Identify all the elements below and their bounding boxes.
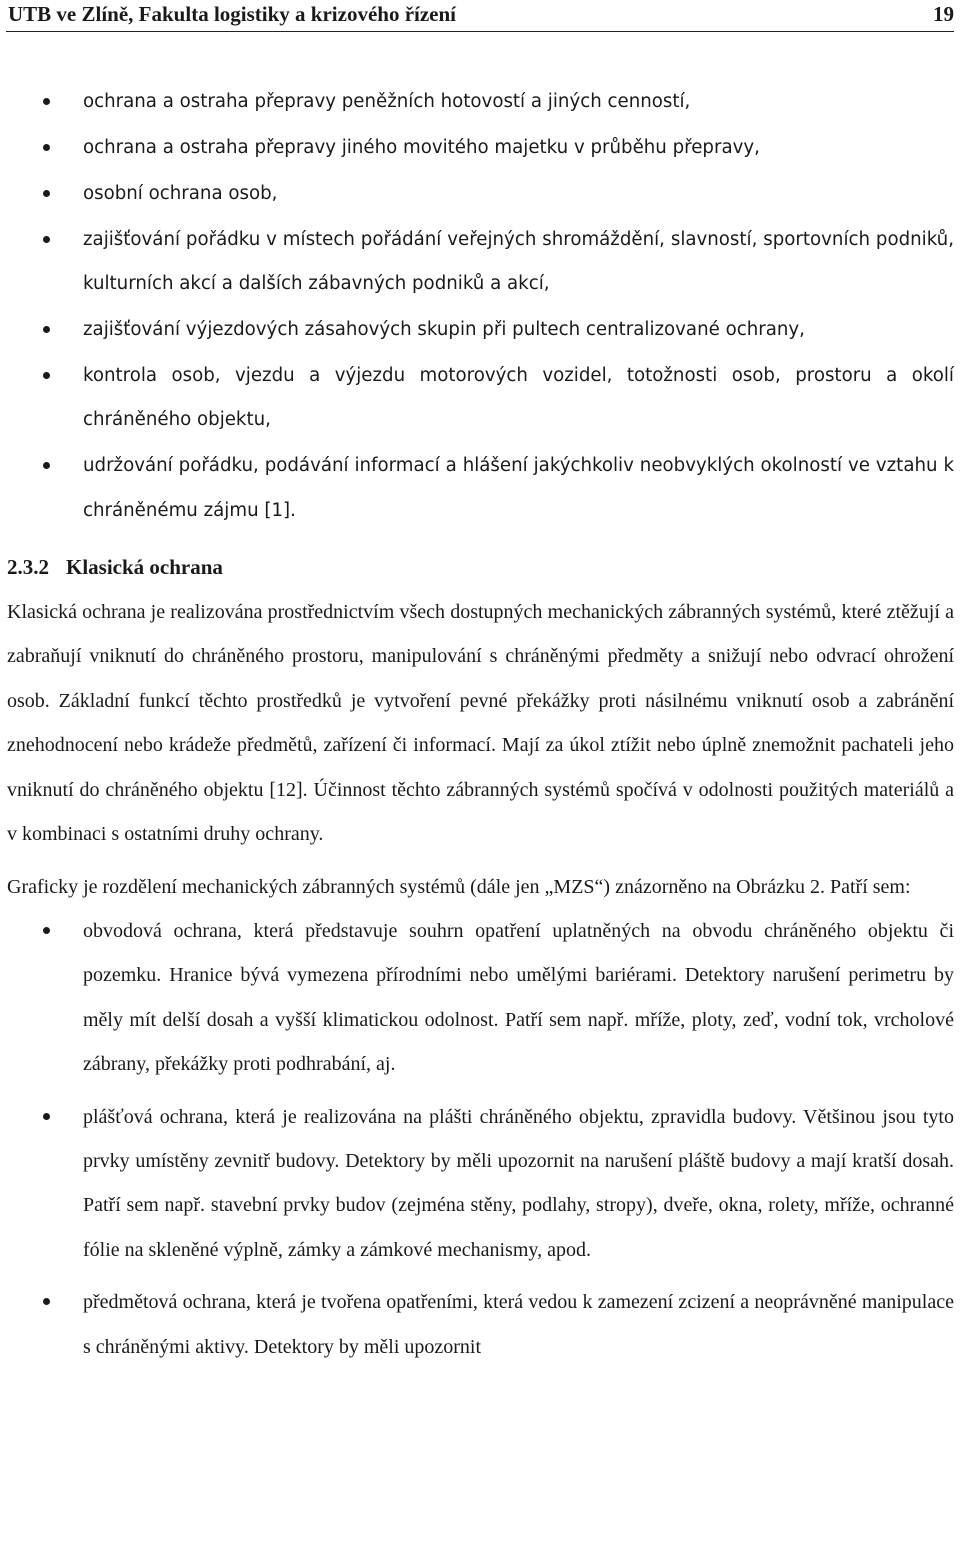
list-item: zajišťování pořádku v místech pořádání veřejných shromáždění, slavností, sportovních podniků, kulturních akcí a dalších zábavných podniků a akcí, <box>7 218 954 307</box>
list-item: obvodová ochrana, která představuje souhrn opatření uplatněných na obvodu chráněného objektu či pozemku. Hranice bývá vymezena přírodními nebo umělými bariérami. Detektory narušení perimetru by měly mít delší dosah a vyšší klimatickou odolnost. Patří sem např. mříže, ploty, zeď, vodní tok, vrcholové zábrany, překážky proti podhrabání, aj. <box>7 909 954 1087</box>
protection-types-list <box>7 909 954 1369</box>
list-item: ochrana a ostraha přepravy jiného movitého majetku v průběhu přepravy, <box>7 126 954 170</box>
list-item: ochrana a ostraha přepravy peněžních hotovostí a jiných cenností, <box>7 80 954 124</box>
list-item: předmětová ochrana, která je tvořena opatřeními, která vedou k zamezení zcizení a neoprávněné manipulace s chráněnými aktivy. Detektory by měli upozornit <box>7 1280 954 1369</box>
list-item: udržování pořádku, podávání informací a hlášení jakýchkoliv neobvyklých okolností ve vztahu k chráněnému zájmu [1]. <box>7 444 954 533</box>
section-title: Klasická ochrana <box>66 555 223 580</box>
header-title: UTB ve Zlíně, Fakulta logistiky a krizového řízení <box>8 1 457 26</box>
section-number: 2.3.2 <box>7 555 49 580</box>
list-item: plášťová ochrana, která je realizována na plášti chráněného objektu, zpravidla budovy. Většinou jsou tyto prvky umístěny zevnitř budovy. Detektory by měli upozornit na narušení pláště budovy a mají kratší dosah. Patří sem např. stavební prvky budov (zejména stěny, podlahy, stropy), dveře, okna, rolety, mříže, ochranné fólie na skleněné výplně, zámky a zámkové mechanismy, apod. <box>7 1095 954 1273</box>
body-paragraph: Klasická ochrana je realizována prostřednictvím všech dostupných mechanických zábranných systémů, které ztěžují a zabraňují vniknutí do chráněného prostoru, manipulování s chráněnými předměty a snižují nebo odvrací ohrožení osob. Základní funkcí těchto prostředků je vytvoření pevné překážky proti násilnému vniknutí osob a zabránění znehodnocení nebo krádeže předmětů, zařízení či informací. Mají za úkol ztížit nebo úplně znemožnit pachateli jeho vniknutí do chráněného objektu [12]. Účinnost těchto zábranných systémů spočívá v odolnosti použitých materiálů a v kombinaci s ostatními druhy ochrany. <box>7 601 954 846</box>
list-item: kontrola osob, vjezdu a výjezdu motorových vozidel, totožnosti osob, prostoru a okolí chráněného objektu, <box>7 354 954 443</box>
page-number: 19 <box>933 1 954 26</box>
section-heading <box>7 547 954 587</box>
header-divider <box>6 31 954 32</box>
activity-list <box>7 80 954 533</box>
list-item: osobní ochrana osob, <box>7 172 954 216</box>
list-item: zajišťování výjezdových zásahových skupin při pultech centralizované ochrany, <box>7 308 954 352</box>
body-paragraph: Graficky je rozdělení mechanických zábranných systémů (dále jen „MZS“) znázorněno na Obrázku 2. Patří sem: <box>7 875 911 898</box>
page-header <box>8 0 954 28</box>
page-content <box>7 80 954 1377</box>
